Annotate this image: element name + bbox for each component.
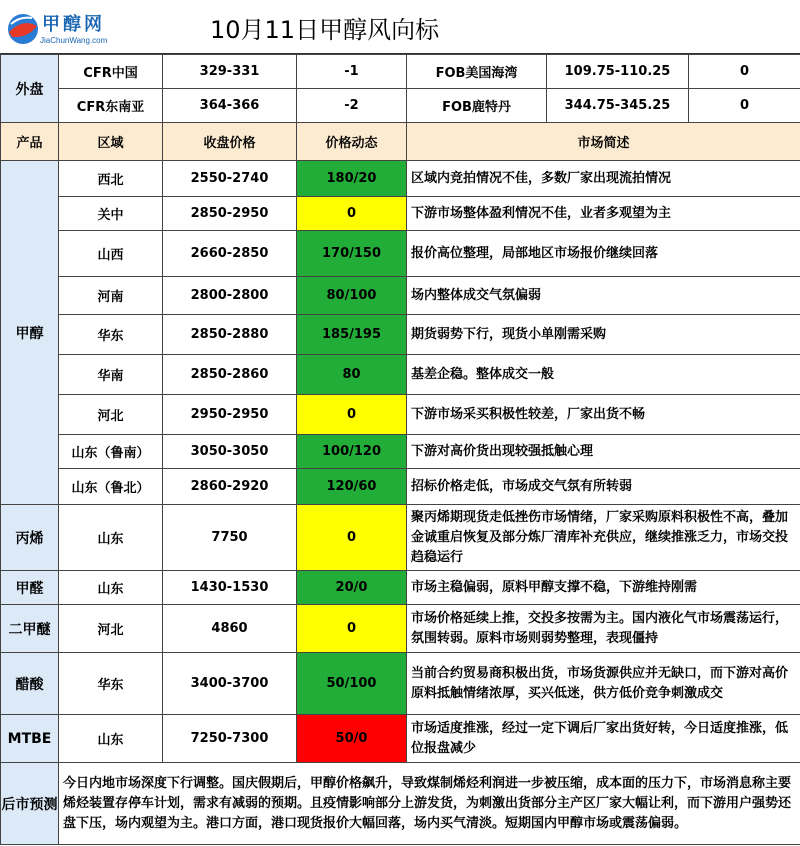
product-cell: 甲醛 <box>1 571 59 605</box>
globe-drop-icon <box>6 12 40 46</box>
header-dynamic: 价格动态 <box>297 123 407 161</box>
header-summary: 市场简述 <box>407 123 800 161</box>
methanol-label: 甲醇 <box>1 161 59 505</box>
external-name: FOB鹿特丹 <box>407 89 547 123</box>
price-cell: 2850-2860 <box>163 355 297 395</box>
dynamic-cell: 120/60 <box>297 469 407 505</box>
external-change: -2 <box>297 89 407 123</box>
external-label: 外盘 <box>1 55 59 123</box>
site-logo <box>4 6 124 48</box>
region-cell: 山东 <box>59 505 163 571</box>
external-range: 344.75-345.25 <box>547 89 689 123</box>
region-cell: 华东 <box>59 315 163 355</box>
mtbe-row <box>1 715 800 763</box>
product-cell: MTBE <box>1 715 59 763</box>
header-product: 产品 <box>1 123 59 161</box>
price-cell: 3050-3050 <box>163 435 297 469</box>
region-cell: 西北 <box>59 161 163 197</box>
methanol-row <box>1 395 800 435</box>
price-cell: 3400-3700 <box>163 653 297 715</box>
external-range: 329-331 <box>163 55 297 89</box>
dynamic-cell: 50/0 <box>297 715 407 763</box>
external-change: 0 <box>689 55 800 89</box>
formaldehyde-row <box>1 571 800 605</box>
header-region: 区域 <box>59 123 163 161</box>
price-cell: 7750 <box>163 505 297 571</box>
summary-cell: 基差企稳。整体成交一般 <box>407 355 800 395</box>
price-cell: 2850-2880 <box>163 315 297 355</box>
dynamic-cell: 100/120 <box>297 435 407 469</box>
dynamic-cell: 180/20 <box>297 161 407 197</box>
external-change: 0 <box>689 89 800 123</box>
price-cell: 2950-2950 <box>163 395 297 435</box>
summary-cell: 下游对高价货出现较强抵触心理 <box>407 435 800 469</box>
dynamic-cell: 80 <box>297 355 407 395</box>
methanol-row <box>1 277 800 315</box>
summary-cell: 下游市场采买积极性较差，厂家出货不畅 <box>407 395 800 435</box>
price-cell: 7250-7300 <box>163 715 297 763</box>
region-cell: 河北 <box>59 395 163 435</box>
external-range: 364-366 <box>163 89 297 123</box>
logo-name: 甲醇网 <box>42 14 105 35</box>
price-cell: 2860-2920 <box>163 469 297 505</box>
dynamic-cell: 80/100 <box>297 277 407 315</box>
product-cell: 丙烯 <box>1 505 59 571</box>
methanol-row <box>1 315 800 355</box>
region-cell: 山东 <box>59 571 163 605</box>
summary-cell: 市场价格延续上推，交投多按需为主。国内液化气市场震荡运行，氛围转弱。原料市场则弱势整理，表现僵持 <box>407 605 800 653</box>
price-cell: 4860 <box>163 605 297 653</box>
product-cell: 二甲醚 <box>1 605 59 653</box>
report-table <box>0 54 800 845</box>
external-row-1 <box>1 55 800 89</box>
region-cell: 关中 <box>59 197 163 231</box>
page-title: 10月11日甲醇风向标 <box>210 16 440 44</box>
external-range: 109.75-110.25 <box>547 55 689 89</box>
methanol-row <box>1 197 800 231</box>
propylene-row <box>1 505 800 571</box>
forecast-label: 后市预测 <box>1 763 59 845</box>
dynamic-cell: 0 <box>297 197 407 231</box>
product-cell: 醋酸 <box>1 653 59 715</box>
methanol-row <box>1 435 800 469</box>
external-row-2 <box>1 89 800 123</box>
summary-cell: 报价高位整理，局部地区市场报价继续回落 <box>407 231 800 277</box>
header-price: 收盘价格 <box>163 123 297 161</box>
external-name: CFR东南亚 <box>59 89 163 123</box>
logo-url: JiaChunWang.com <box>40 36 108 45</box>
price-cell: 2800-2800 <box>163 277 297 315</box>
dynamic-cell: 0 <box>297 505 407 571</box>
summary-cell: 下游市场整体盈利情况不佳，业者多观望为主 <box>407 197 800 231</box>
forecast-row <box>1 763 800 845</box>
external-name: CFR中国 <box>59 55 163 89</box>
price-cell: 2660-2850 <box>163 231 297 277</box>
region-cell: 山西 <box>59 231 163 277</box>
forecast-text: 今日内地市场深度下行调整。国庆假期后，甲醇价格飙升，导致煤制烯烃利润进一步被压缩，成本面的压力下，市场消息称主要烯烃装置存停车计划，需求有减弱的预期。且疫情影响部分上游发货，为刺激出货部分主产区厂家大幅让利，而下游用户强势还盘下压，场内观望为主。港口方面，港口现货报价大幅回落，场内买气清淡。短期国内甲醇市场或震荡偏弱。 <box>59 763 800 845</box>
report-header <box>0 0 800 54</box>
dynamic-cell: 0 <box>297 395 407 435</box>
dynamic-cell: 185/195 <box>297 315 407 355</box>
dme-row <box>1 605 800 653</box>
external-name: FOB美国海湾 <box>407 55 547 89</box>
external-change: -1 <box>297 55 407 89</box>
region-cell: 山东 <box>59 715 163 763</box>
methanol-row <box>1 355 800 395</box>
dynamic-cell: 0 <box>297 605 407 653</box>
price-cell: 2550-2740 <box>163 161 297 197</box>
summary-cell: 区域内竞拍情况不佳，多数厂家出现流拍情况 <box>407 161 800 197</box>
summary-cell: 市场主稳偏弱，原料甲醇支撑不稳，下游维持刚需 <box>407 571 800 605</box>
region-cell: 山东（鲁北） <box>59 469 163 505</box>
region-cell: 华南 <box>59 355 163 395</box>
acetic-acid-row <box>1 653 800 715</box>
region-cell: 河北 <box>59 605 163 653</box>
methanol-row <box>1 231 800 277</box>
price-cell: 1430-1530 <box>163 571 297 605</box>
methanol-row <box>1 469 800 505</box>
region-cell: 华东 <box>59 653 163 715</box>
price-cell: 2850-2950 <box>163 197 297 231</box>
region-cell: 山东（鲁南） <box>59 435 163 469</box>
summary-cell: 市场适度推涨，经过一定下调后厂家出货好转，今日适度推涨，低位报盘减少 <box>407 715 800 763</box>
region-cell: 河南 <box>59 277 163 315</box>
dynamic-cell: 50/100 <box>297 653 407 715</box>
summary-cell: 期货弱势下行，现货小单刚需采购 <box>407 315 800 355</box>
summary-cell: 当前合约贸易商积极出货，市场货源供应并无缺口，而下游对高价原料抵触情绪浓厚，买兴低迷，供方低价竞争刺激成交 <box>407 653 800 715</box>
methanol-row <box>1 161 800 197</box>
summary-cell: 场内整体成交气氛偏弱 <box>407 277 800 315</box>
summary-cell: 聚丙烯期现货走低挫伤市场情绪，厂家采购原料积极性不高，叠加金诚重启恢复及部分炼厂清库补充供应，继续推涨乏力，市场交投趋稳运行 <box>407 505 800 571</box>
column-header-row <box>1 123 800 161</box>
summary-cell: 招标价格走低，市场成交气氛有所转弱 <box>407 469 800 505</box>
dynamic-cell: 20/0 <box>297 571 407 605</box>
dynamic-cell: 170/150 <box>297 231 407 277</box>
